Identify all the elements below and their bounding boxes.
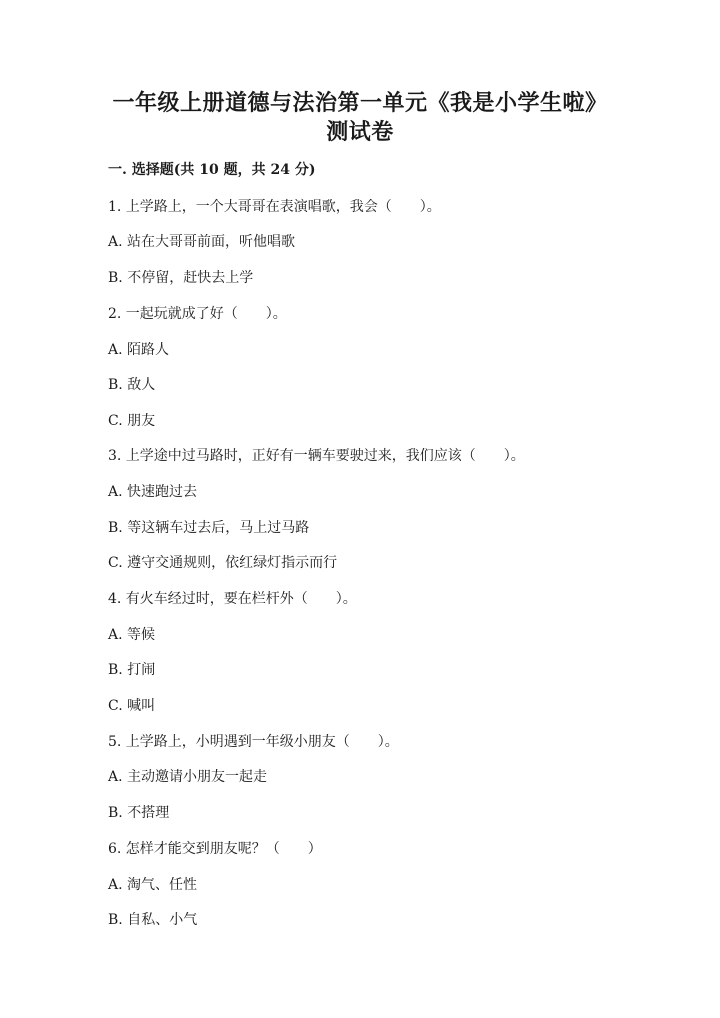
document-title-line-1: 一年级上册道德与法治第一单元《我是小学生啦》 (112, 90, 608, 116)
q2-option-a: A. 陌路人 (108, 342, 170, 358)
section-heading: 一. 选择题(共 10 题，共 24 分) (108, 162, 316, 178)
question-1: 1. 上学路上，一个大哥哥在表演唱歌，我会（ ）。 (108, 199, 441, 215)
question-6: 6. 怎样才能交到朋友呢？（ ） (108, 841, 322, 857)
q3-option-a: A. 快速跑过去 (108, 484, 198, 500)
q4-option-a: A. 等候 (108, 627, 156, 643)
question-2: 2. 一起玩就成了好（ ）。 (108, 306, 287, 322)
q5-option-b: B. 不搭理 (108, 805, 170, 821)
q4-option-b: B. 打闹 (108, 662, 156, 678)
q1-option-b: B. 不停留，赶快去上学 (108, 270, 254, 286)
document-title-line-2: 测试卷 (326, 119, 394, 145)
question-4: 4. 有火车经过时，要在栏杆外（ ）。 (108, 591, 357, 607)
question-3: 3. 上学途中过马路时，正好有一辆车要驶过来，我们应该（ ）。 (108, 448, 525, 464)
q3-option-b: B. 等这辆车过去后，马上过马路 (108, 520, 310, 536)
q4-option-c: C. 喊叫 (108, 698, 156, 714)
q2-option-b: B. 敌人 (108, 377, 156, 393)
q2-option-c: C. 朋友 (108, 413, 156, 429)
q1-option-a: A. 站在大哥哥前面，听他唱歌 (108, 234, 296, 250)
q3-option-c: C. 遵守交通规则，依红绿灯指示而行 (108, 555, 338, 571)
q6-option-b: B. 自私、小气 (108, 912, 198, 928)
q6-option-a: A. 淘气、任性 (108, 877, 198, 893)
question-5: 5. 上学路上，小明遇到一年级小朋友（ ）。 (108, 734, 399, 750)
q5-option-a: A. 主动邀请小朋友一起走 (108, 769, 268, 785)
